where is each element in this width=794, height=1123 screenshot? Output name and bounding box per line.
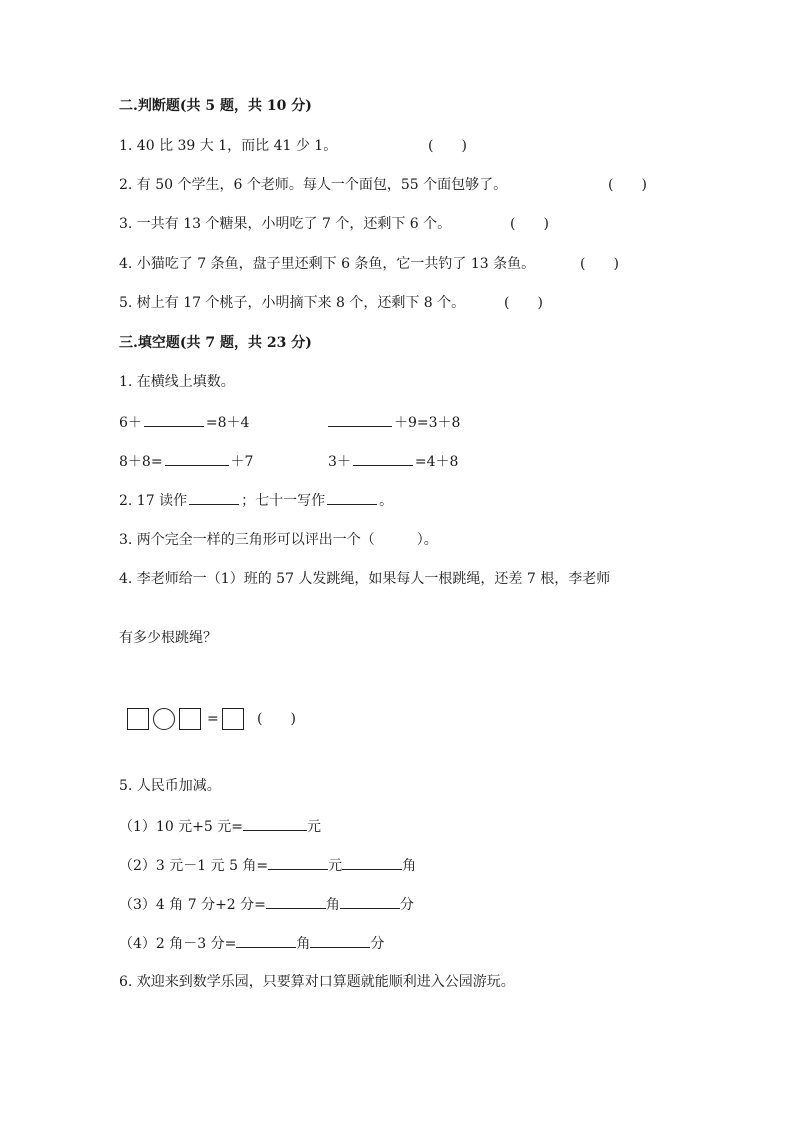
equals-sign: =: [207, 711, 219, 727]
fill-blank[interactable]: [243, 816, 307, 831]
section-heading-judgment: 二.判断题(共 5 题，共 10 分): [119, 98, 312, 114]
q1-row2-right: [328, 451, 458, 472]
fill-blank[interactable]: [327, 490, 377, 505]
answer-paren-2[interactable]: ( ): [608, 177, 647, 193]
judgment-item-5: 5. 树上有 17 个桃子，小明摘下来 8 个，还剩下 8 个。: [119, 295, 466, 311]
fill-blank[interactable]: [310, 933, 370, 948]
q5-part3: [119, 894, 414, 915]
judgment-item-2: 2. 有 50 个学生，6 个老师。每人一个面包，55 个面包够了。: [119, 177, 508, 193]
judgment-item-3: 3. 一共有 13 个糖果，小明吃了 7 个，还剩下 6 个。: [119, 216, 452, 232]
q1-r2b-pre: 3＋: [328, 454, 351, 470]
q1-row2-left: [119, 451, 253, 472]
fill-blank[interactable]: [165, 451, 229, 466]
fill-blank[interactable]: [189, 490, 239, 505]
answer-paren-1[interactable]: ( ): [428, 138, 467, 154]
q1-r2a-post: ＋7: [230, 454, 254, 470]
operator-circle[interactable]: [153, 708, 175, 730]
q1-r1a-post: =8＋4: [205, 415, 250, 431]
answer-box-3[interactable]: [222, 708, 244, 730]
q5-p2-u2: 角: [402, 858, 417, 874]
q2-pre: 2. 17 读作: [119, 493, 188, 509]
q4-line2: 有多少根跳绳？: [119, 630, 217, 646]
q5-p3-pre: （3）4 角 7 分+2 分=: [119, 897, 266, 913]
q5-part1: [119, 816, 321, 837]
q5-p2-u1: 元: [328, 858, 343, 874]
fill-blank[interactable]: [268, 855, 328, 870]
q5-p4-pre: （4）2 角－3 分=: [119, 936, 237, 952]
q5-p3-u1: 角: [325, 897, 340, 913]
q4-line1: 4. 李老师给一（1）班的 57 人发跳绳，如果每人一根跳绳，还差 7 根，李老师: [119, 571, 611, 587]
q5-p4-u2: 分: [370, 936, 385, 952]
fill-blank[interactable]: [144, 412, 204, 427]
q5-p4-u1: 角: [296, 936, 311, 952]
q3-text: 3. 两个完全一样的三角形可以评出一个（ ）。: [119, 532, 438, 548]
answer-box-2[interactable]: [179, 708, 201, 730]
q5-p1-u1: 元: [307, 819, 321, 835]
q1-r1b-post: ＋9=3＋8: [394, 415, 461, 431]
q5-part4: [119, 933, 384, 954]
q2-post: 。: [379, 493, 394, 509]
section-heading-fill-blank: 三.填空题(共 7 题，共 23 分): [119, 335, 312, 351]
q1-row1-right: [328, 412, 460, 433]
fill-blank[interactable]: [340, 894, 400, 909]
fill-blank[interactable]: [353, 451, 413, 466]
q6-text: 6. 欢迎来到数学乐园，只要算对口算题就能顺利进入公园游玩。: [119, 974, 515, 990]
q1-r2a-pre: 8＋8=: [119, 454, 163, 470]
judgment-item-4: 4. 小猫吃了 7 条鱼，盘子里还剩下 6 条鱼，它一共钓了 13 条鱼。: [119, 256, 536, 272]
answer-paren-5[interactable]: ( ): [504, 295, 543, 311]
q1-title: 1. 在横线上填数。: [119, 374, 235, 390]
q5-p3-u2: 分: [399, 897, 414, 913]
q5-p2-pre: （2）3 元－1 元 5 角=: [119, 858, 269, 874]
unit-paren[interactable]: ( ): [257, 711, 296, 727]
q5-p1-pre: （1）10 元+5 元=: [119, 819, 243, 835]
q2-line: [119, 490, 393, 511]
fill-blank[interactable]: [328, 412, 392, 427]
fill-blank[interactable]: [236, 933, 296, 948]
q1-r2b-post: =4＋8: [414, 454, 459, 470]
answer-paren-3[interactable]: ( ): [510, 216, 549, 232]
answer-paren-4[interactable]: ( ): [580, 256, 619, 272]
answer-box-1[interactable]: [127, 708, 149, 730]
q1-row1-left: [119, 412, 249, 433]
q5-title: 5. 人民币加减。: [119, 778, 221, 794]
fill-blank[interactable]: [342, 855, 402, 870]
q5-part2: [119, 855, 416, 876]
q1-r1a-pre: 6＋: [119, 415, 142, 431]
q2-mid: ；七十一写作: [241, 493, 326, 509]
judgment-item-1: 1. 40 比 39 大 1，而比 41 少 1。: [119, 138, 338, 154]
fill-blank[interactable]: [266, 894, 326, 909]
